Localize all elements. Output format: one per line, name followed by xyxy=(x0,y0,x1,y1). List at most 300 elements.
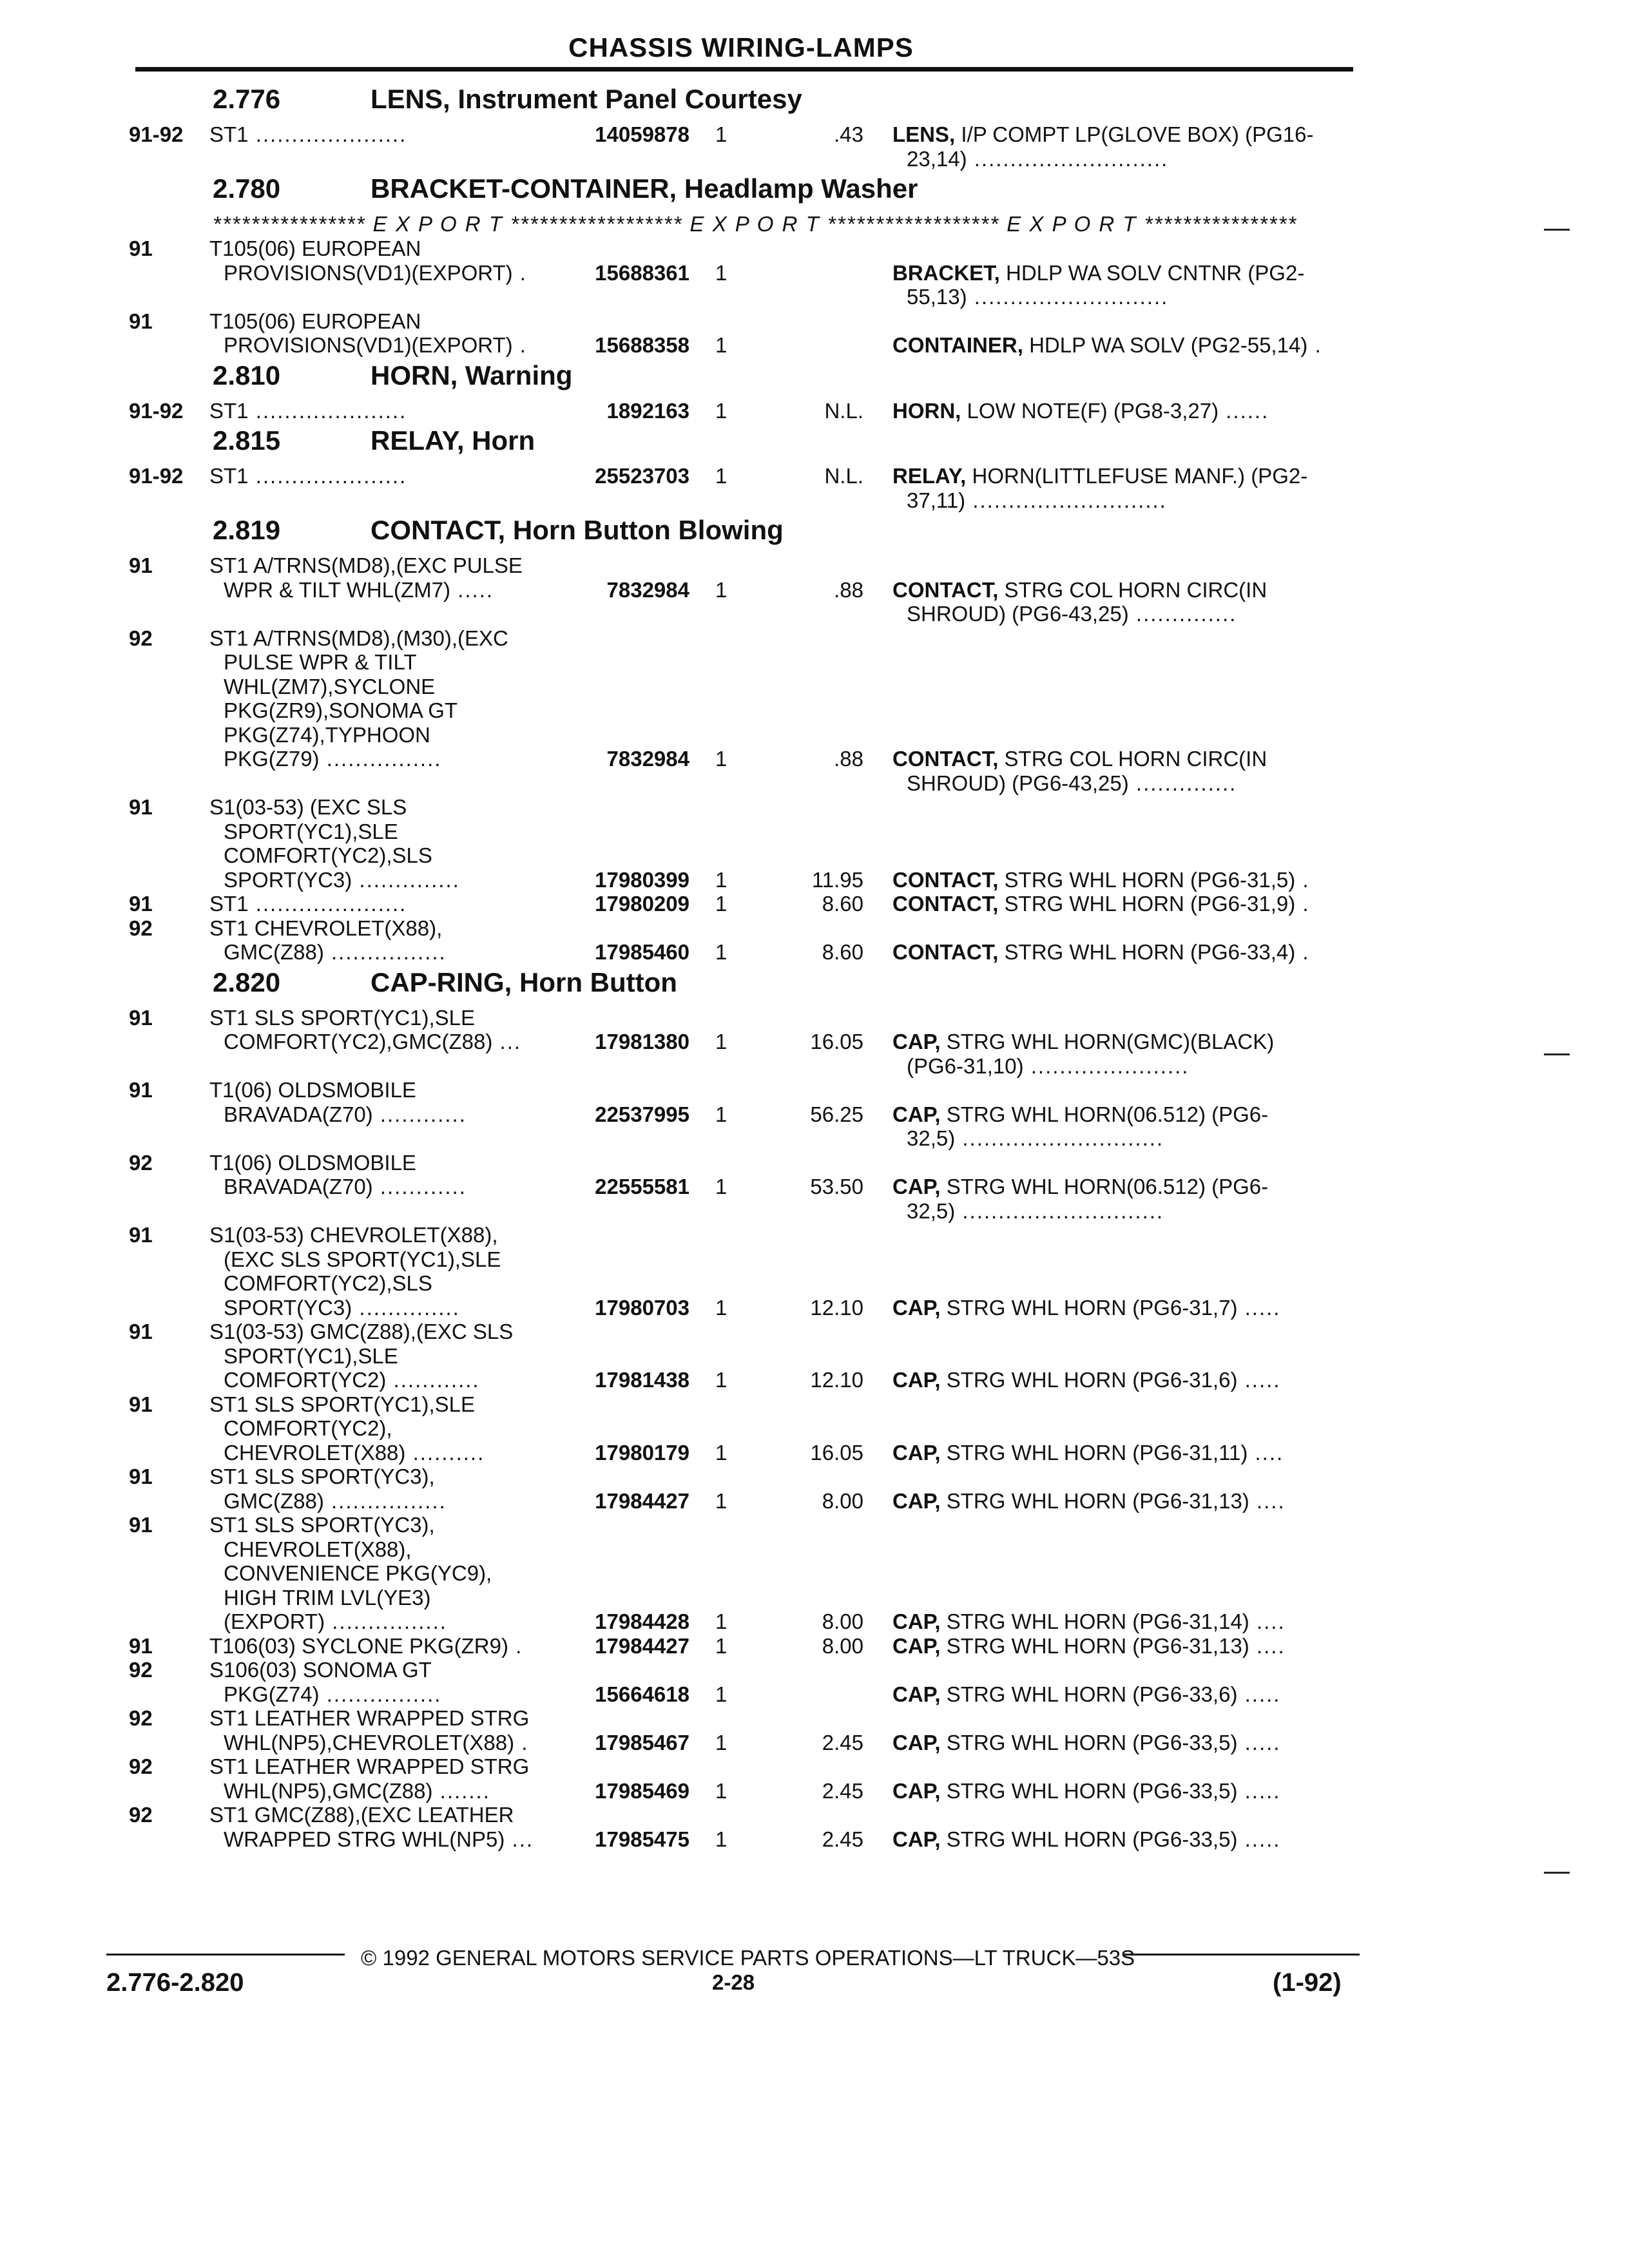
description-line: HDLP WA SOLV CNTNR (PG2- xyxy=(1006,260,1305,285)
quantity: 1 xyxy=(715,398,728,423)
description-line: STRG WHL HORN(06.512) (PG6- xyxy=(946,1102,1269,1126)
quantity: 1 xyxy=(715,867,728,892)
section-heading xyxy=(0,173,1629,209)
quantity: 1 xyxy=(715,747,728,771)
leader-dots: ..... xyxy=(1237,1295,1281,1320)
part-description xyxy=(892,940,1369,965)
part-entry xyxy=(0,236,1629,309)
description-line: SHROUD) (PG6-43,25) xyxy=(907,771,1129,795)
applicability-line: PKG(ZR9),SONOMA GT xyxy=(224,698,458,722)
quantity: 1 xyxy=(715,1175,728,1198)
price: 16.05 xyxy=(810,1440,863,1465)
part-noun: CONTACT, xyxy=(892,577,999,602)
part-number: 7832984 xyxy=(606,747,689,771)
part-entry xyxy=(0,309,1629,358)
quantity: 1 xyxy=(715,1682,728,1706)
model-year: 91 xyxy=(129,1078,153,1102)
applicability-line: PKG(Z79) xyxy=(224,747,320,771)
section-heading xyxy=(0,360,1629,396)
description-line: STRG COL HORN CIRC(IN xyxy=(1004,747,1268,771)
model-year: 91 xyxy=(129,1392,153,1416)
applicability-line: CHEVROLET(X88), xyxy=(224,1537,412,1561)
margin-mark xyxy=(1544,229,1570,231)
applicability-line: PKG(Z74) xyxy=(224,1682,320,1706)
part-noun: RELAY, xyxy=(892,464,967,488)
quantity: 1 xyxy=(715,940,728,964)
footer-date: (1-92) xyxy=(1273,1968,1342,1997)
applicability-line: ST1 SLS SPORT(YC3), xyxy=(209,1465,435,1488)
section-number: 2.815 xyxy=(213,425,281,456)
quantity: 1 xyxy=(715,1827,728,1851)
price: 56.25 xyxy=(810,1102,863,1126)
part-description xyxy=(892,1175,1369,1223)
part-number: 7832984 xyxy=(606,577,689,602)
applicability xyxy=(209,1320,513,1392)
leader-dots: . xyxy=(1295,867,1310,892)
applicability-line: WHL(NP5),CHEVROLET(X88) xyxy=(224,1730,515,1754)
part-number: 17984427 xyxy=(595,1633,689,1658)
leader-dots: ..... xyxy=(1237,1682,1281,1706)
applicability-line: S106(03) SONOMA GT xyxy=(209,1658,432,1682)
leader-dots: .............. xyxy=(352,1295,460,1320)
description-line: STRG WHL HORN (PG6-33,5) xyxy=(946,1827,1238,1851)
part-description xyxy=(892,747,1369,795)
quantity: 1 xyxy=(715,333,728,357)
price: 12.10 xyxy=(810,1368,863,1392)
quantity: 1 xyxy=(715,1440,728,1465)
applicability-line: HIGH TRIM LVL(YE3) xyxy=(224,1585,431,1610)
price: 16.05 xyxy=(810,1030,863,1053)
part-number: 17980399 xyxy=(595,867,689,892)
part-description xyxy=(892,1731,1369,1755)
part-number: 1892163 xyxy=(606,398,689,423)
applicability xyxy=(209,1706,529,1754)
applicability xyxy=(209,1465,447,1513)
part-description xyxy=(892,578,1369,626)
footer-copyright: © 1992 GENERAL MOTORS SERVICE PARTS OPERATIONS—LT TRUCK—53S xyxy=(361,1946,1135,1970)
applicability-line: (EXPORT) xyxy=(224,1610,325,1633)
section-heading xyxy=(0,967,1629,1003)
section-number: 2.820 xyxy=(213,966,281,997)
part-noun: CONTACT, xyxy=(892,747,999,771)
section-heading xyxy=(0,515,1629,551)
footer-page-number: 2-28 xyxy=(712,1970,755,1994)
part-entry xyxy=(0,1151,1629,1224)
part-description xyxy=(892,868,1369,892)
part-noun: CAP, xyxy=(892,1175,941,1198)
price: 11.95 xyxy=(811,867,863,892)
leader-dots: ...... xyxy=(1219,398,1269,423)
description-line: STRG WHL HORN (PG6-31,5) xyxy=(1004,867,1296,892)
part-description xyxy=(892,892,1369,916)
applicability-line: PROVISIONS(VD1)(EXPORT) xyxy=(224,333,513,357)
leader-dots: ..... xyxy=(450,577,494,602)
part-noun: CAP, xyxy=(892,1633,941,1658)
part-entry xyxy=(0,1706,1629,1754)
applicability xyxy=(209,1513,492,1634)
leader-dots: . xyxy=(1295,940,1310,964)
applicability xyxy=(209,464,407,488)
description-line: HDLP WA SOLV (PG2-55,14) xyxy=(1029,333,1308,357)
quantity: 1 xyxy=(715,1610,728,1633)
description-line: STRG WHL HORN(06.512) (PG6- xyxy=(946,1175,1269,1198)
part-description xyxy=(892,1030,1369,1078)
leader-dots: ..... xyxy=(1237,1730,1281,1754)
description-line: STRG WHL HORN (PG6-31,13) xyxy=(946,1488,1249,1513)
part-entry xyxy=(0,1634,1629,1658)
model-year: 92 xyxy=(129,626,153,650)
part-number: 17981438 xyxy=(595,1368,689,1392)
section-title: LENS, Instrument Panel Courtesy xyxy=(371,84,802,114)
part-description xyxy=(892,464,1369,512)
leader-dots: .......... xyxy=(405,1440,485,1465)
applicability-line: CHEVROLET(X88) xyxy=(224,1440,406,1465)
leader-dots: .... xyxy=(1249,1488,1286,1513)
description-line: 23,14) xyxy=(907,146,967,171)
applicability-line: COMFORT(YC2),GMC(Z88) xyxy=(224,1030,493,1053)
description-line: 37,11) xyxy=(907,488,966,512)
leader-dots: ................ xyxy=(319,1682,442,1706)
part-noun: CAP, xyxy=(892,1102,941,1126)
part-entry xyxy=(0,464,1629,512)
description-line: HORN(LITTLEFUSE MANF.) (PG2- xyxy=(972,464,1308,488)
section-title: BRACKET-CONTAINER, Headlamp Washer xyxy=(371,173,918,204)
model-year: 91 xyxy=(129,1513,153,1537)
description-line: STRG WHL HORN (PG6-31,6) xyxy=(946,1368,1238,1392)
applicability-line: ST1 SLS SPORT(YC1),SLE xyxy=(209,1392,476,1416)
leader-dots: ............................ xyxy=(955,1198,1164,1223)
applicability-line: SPORT(YC3) xyxy=(224,867,352,892)
quantity: 1 xyxy=(715,1030,728,1053)
description-line: STRG WHL HORN (PG6-33,5) xyxy=(946,1778,1238,1803)
part-noun: CAP, xyxy=(892,1488,941,1513)
applicability-line: PROVISIONS(VD1)(EXPORT) xyxy=(224,260,513,285)
part-entry xyxy=(0,626,1629,796)
quantity: 1 xyxy=(715,1295,728,1320)
part-number: 22555581 xyxy=(595,1175,689,1198)
price: 8.00 xyxy=(822,1633,863,1658)
quantity: 1 xyxy=(715,1488,728,1513)
description-line: I/P COMPT LP(GLOVE BOX) (PG16- xyxy=(961,122,1314,146)
part-description xyxy=(892,1296,1369,1320)
part-description xyxy=(892,1779,1369,1803)
price: 8.60 xyxy=(822,892,863,916)
description-line: LOW NOTE(F) (PG8-3,27) xyxy=(967,398,1219,423)
applicability-line: ST1 LEATHER WRAPPED STRG xyxy=(209,1754,530,1778)
description-line: 32,5) xyxy=(907,1198,956,1223)
applicability xyxy=(209,309,527,358)
part-number: 15688358 xyxy=(595,333,689,357)
description-line: STRG WHL HORN (PG6-33,4) xyxy=(1004,940,1296,964)
quantity: 1 xyxy=(715,1778,728,1803)
applicability-line: S1(03-53) CHEVROLET(X88), xyxy=(209,1223,498,1247)
leader-dots: ... xyxy=(505,1827,534,1851)
part-noun: LENS, xyxy=(892,122,956,146)
applicability xyxy=(209,1392,485,1465)
applicability-line: T105(06) EUROPEAN xyxy=(209,309,421,333)
margin-mark xyxy=(1544,1872,1570,1874)
section-heading xyxy=(0,84,1629,120)
leader-dots: .... xyxy=(1248,1440,1284,1465)
part-entry xyxy=(0,1320,1629,1392)
price: 2.45 xyxy=(822,1827,863,1851)
applicability-line: COMFORT(YC2),SLS xyxy=(224,843,432,867)
applicability xyxy=(209,553,523,602)
applicability-line: SPORT(YC1),SLE xyxy=(224,819,398,843)
section-title: RELAY, Horn xyxy=(371,425,535,456)
price: .43 xyxy=(834,122,863,146)
part-number: 22537995 xyxy=(595,1102,689,1126)
model-year: 91 xyxy=(129,309,153,333)
applicability-line: ST1 xyxy=(209,892,249,916)
model-year: 92 xyxy=(129,1658,153,1682)
part-number: 17985469 xyxy=(595,1778,689,1803)
part-entry xyxy=(0,1513,1629,1634)
model-year: 92 xyxy=(129,1150,153,1175)
part-noun: CAP, xyxy=(892,1682,941,1706)
section-title: CONTACT, Horn Button Blowing xyxy=(371,515,784,545)
leader-dots: ................ xyxy=(319,747,442,771)
price: N.L. xyxy=(824,464,863,488)
applicability-line: WRAPPED STRG WHL(NP5) xyxy=(224,1827,505,1851)
description-line: 55,13) xyxy=(907,285,967,309)
applicability xyxy=(209,236,527,285)
model-year: 91-92 xyxy=(129,464,184,488)
applicability xyxy=(209,122,407,147)
part-entry xyxy=(0,916,1629,965)
section-title: CAP-RING, Horn Button xyxy=(371,966,677,997)
model-year: 91-92 xyxy=(129,398,184,423)
part-description xyxy=(892,1634,1369,1658)
part-description xyxy=(892,122,1369,171)
price: N.L. xyxy=(824,398,863,423)
part-noun: BRACKET, xyxy=(892,260,1000,285)
model-year: 91 xyxy=(129,1320,153,1343)
part-number: 17980209 xyxy=(595,892,689,916)
model-year: 91 xyxy=(129,1633,153,1658)
part-description xyxy=(892,1489,1369,1514)
description-line: SHROUD) (PG6-43,25) xyxy=(907,602,1129,626)
leader-dots: . xyxy=(514,1730,529,1754)
part-noun: CAP, xyxy=(892,1368,941,1392)
model-year: 92 xyxy=(129,916,153,940)
applicability-line: ST1 xyxy=(209,464,249,488)
price: 2.45 xyxy=(822,1730,863,1754)
part-number: 15688361 xyxy=(595,260,689,285)
part-number: 17984428 xyxy=(595,1610,689,1633)
description-line: STRG WHL HORN (PG6-33,6) xyxy=(946,1682,1238,1706)
leader-dots: . xyxy=(1295,892,1310,916)
description-line: STRG WHL HORN (PG6-31,11) xyxy=(946,1440,1248,1465)
leader-dots: .... xyxy=(1249,1610,1286,1633)
model-year: 92 xyxy=(129,1754,153,1778)
leader-dots: ............ xyxy=(372,1175,467,1198)
applicability-line: ST1 xyxy=(209,398,249,423)
leader-dots: ............................ xyxy=(955,1126,1164,1150)
leader-dots: .... xyxy=(1249,1633,1286,1658)
leader-dots: ..................... xyxy=(248,892,407,916)
quantity: 1 xyxy=(715,1102,728,1126)
quantity: 1 xyxy=(715,464,728,488)
description-line: STRG WHL HORN (PG6-31,13) xyxy=(946,1633,1249,1658)
quantity: 1 xyxy=(715,122,728,146)
leader-dots: ..................... xyxy=(248,464,407,488)
footer-section-range: 2.776-2.820 xyxy=(106,1968,244,1997)
model-year: 91 xyxy=(129,1465,153,1488)
part-number: 14059878 xyxy=(595,122,689,146)
part-entry xyxy=(0,1392,1629,1465)
part-entry xyxy=(0,795,1629,892)
section-title: HORN, Warning xyxy=(371,360,573,390)
section-number: 2.776 xyxy=(213,84,281,114)
applicability-line: CONVENIENCE PKG(YC9), xyxy=(224,1561,492,1585)
applicability xyxy=(209,1223,501,1320)
description-line: STRG WHL HORN (PG6-31,9) xyxy=(1004,892,1296,916)
leader-dots: .............. xyxy=(1128,771,1237,795)
applicability-line: ST1 GMC(Z88),(EXC LEATHER xyxy=(209,1803,514,1827)
applicability-line: T1(06) OLDSMOBILE xyxy=(209,1150,416,1175)
section-heading xyxy=(0,425,1629,461)
part-description xyxy=(892,261,1369,309)
applicability-line: COMFORT(YC2) xyxy=(224,1368,387,1392)
part-noun: CAP, xyxy=(892,1610,941,1633)
applicability xyxy=(209,1634,523,1658)
leader-dots: ...................... xyxy=(1023,1053,1190,1078)
quantity: 1 xyxy=(715,1368,728,1392)
part-number: 17980179 xyxy=(595,1440,689,1465)
part-description xyxy=(892,333,1369,358)
applicability-line: ST1 xyxy=(209,122,249,146)
applicability-line: WHL(NP5),GMC(Z88) xyxy=(224,1778,433,1803)
price: 8.00 xyxy=(822,1610,863,1633)
applicability-line: ST1 SLS SPORT(YC3), xyxy=(209,1513,435,1537)
applicability xyxy=(209,892,407,916)
applicability-line: PULSE WPR & TILT xyxy=(224,650,417,674)
part-description xyxy=(892,399,1369,423)
leader-dots: ................ xyxy=(323,1488,447,1513)
quantity: 1 xyxy=(715,892,728,916)
part-entry xyxy=(0,1223,1629,1320)
leader-dots: ........................... xyxy=(965,488,1167,512)
description-line: STRG WHL HORN(GMC)(BLACK) xyxy=(946,1030,1275,1053)
applicability-line: BRAVADA(Z70) xyxy=(224,1175,373,1198)
model-year: 91 xyxy=(129,892,153,916)
part-number: 17985467 xyxy=(595,1730,689,1754)
part-entry xyxy=(0,122,1629,171)
footer-rule-right xyxy=(1124,1954,1360,1956)
applicability-line: WHL(ZM7),SYCLONE xyxy=(224,674,436,698)
applicability xyxy=(209,1006,521,1054)
part-description xyxy=(892,1682,1369,1707)
part-entry xyxy=(0,399,1629,423)
part-entry xyxy=(0,1465,1629,1513)
quantity: 1 xyxy=(715,577,728,602)
description-line: 32,5) xyxy=(907,1126,956,1150)
leader-dots: . xyxy=(512,333,527,357)
part-number: 17980703 xyxy=(595,1295,689,1320)
applicability-line: ST1 A/TRNS(MD8),(M30),(EXC xyxy=(209,626,508,650)
leader-dots: ........................... xyxy=(967,285,1169,309)
part-noun: CAP, xyxy=(892,1030,941,1053)
price: 12.10 xyxy=(810,1295,863,1320)
applicability xyxy=(209,626,508,771)
section-number: 2.819 xyxy=(213,515,281,545)
part-entry xyxy=(0,553,1629,626)
applicability xyxy=(209,1754,529,1803)
part-description xyxy=(892,1368,1369,1392)
applicability-line: ST1 SLS SPORT(YC1),SLE xyxy=(209,1005,476,1030)
section-number: 2.810 xyxy=(213,360,281,390)
model-year: 92 xyxy=(129,1803,153,1827)
applicability-line: GMC(Z88) xyxy=(224,940,324,964)
applicability-line: BRAVADA(Z70) xyxy=(224,1102,373,1126)
applicability xyxy=(209,1078,467,1126)
leader-dots: ... xyxy=(492,1030,522,1053)
part-description xyxy=(892,1441,1369,1465)
part-noun: CONTACT, xyxy=(892,867,999,892)
leader-dots: ................ xyxy=(325,1610,447,1633)
applicability-line: SPORT(YC3) xyxy=(224,1295,352,1320)
leader-dots: ..... xyxy=(1237,1368,1281,1392)
model-year: 91-92 xyxy=(129,122,184,146)
leader-dots: ..... xyxy=(1237,1827,1281,1851)
applicability xyxy=(209,795,460,892)
price: 53.50 xyxy=(810,1175,863,1198)
part-noun: CAP, xyxy=(892,1778,941,1803)
model-year: 91 xyxy=(129,553,153,577)
section-number: 2.780 xyxy=(213,173,281,204)
price: 8.00 xyxy=(822,1488,863,1513)
part-entry xyxy=(0,1078,1629,1151)
price: .88 xyxy=(834,747,863,771)
part-number: 15664618 xyxy=(595,1682,689,1706)
applicability-line: T1(06) OLDSMOBILE xyxy=(209,1078,416,1102)
applicability-line: T106(03) SYCLONE PKG(ZR9) xyxy=(209,1633,508,1658)
part-description xyxy=(892,1610,1369,1634)
applicability xyxy=(209,1151,467,1199)
leader-dots: ........................... xyxy=(967,146,1169,171)
applicability-line: SPORT(YC1),SLE xyxy=(224,1343,398,1368)
leader-dots: . xyxy=(512,260,527,285)
part-number: 17985475 xyxy=(595,1827,689,1851)
leader-dots: ....... xyxy=(432,1778,490,1803)
leader-dots: .............. xyxy=(1128,602,1237,626)
part-noun: CONTACT, xyxy=(892,940,999,964)
part-noun: CAP, xyxy=(892,1827,941,1851)
applicability-line: T105(06) EUROPEAN xyxy=(209,236,421,260)
applicability-line: ST1 CHEVROLET(X88), xyxy=(209,916,443,940)
price: 8.60 xyxy=(822,940,863,964)
quantity: 1 xyxy=(715,260,728,285)
part-entry xyxy=(0,1658,1629,1706)
part-number: 17984427 xyxy=(595,1488,689,1513)
leader-dots: ................ xyxy=(323,940,447,964)
footer-rule-left xyxy=(106,1954,345,1956)
part-entry xyxy=(0,1006,1629,1079)
applicability xyxy=(209,916,447,965)
applicability-line: PKG(Z74),TYPHOON xyxy=(224,722,430,747)
description-line: STRG WHL HORN (PG6-33,5) xyxy=(946,1730,1238,1754)
part-description xyxy=(892,1102,1369,1151)
part-number: 25523703 xyxy=(595,464,689,488)
quantity: 1 xyxy=(715,1633,728,1658)
applicability xyxy=(209,399,407,423)
leader-dots: ..................... xyxy=(248,122,407,146)
model-year: 91 xyxy=(129,1223,153,1247)
leader-dots: ............ xyxy=(386,1368,480,1392)
applicability-line: S1(03-53) (EXC SLS xyxy=(209,795,407,819)
applicability-line: WPR & TILT WHL(ZM7) xyxy=(224,577,451,602)
